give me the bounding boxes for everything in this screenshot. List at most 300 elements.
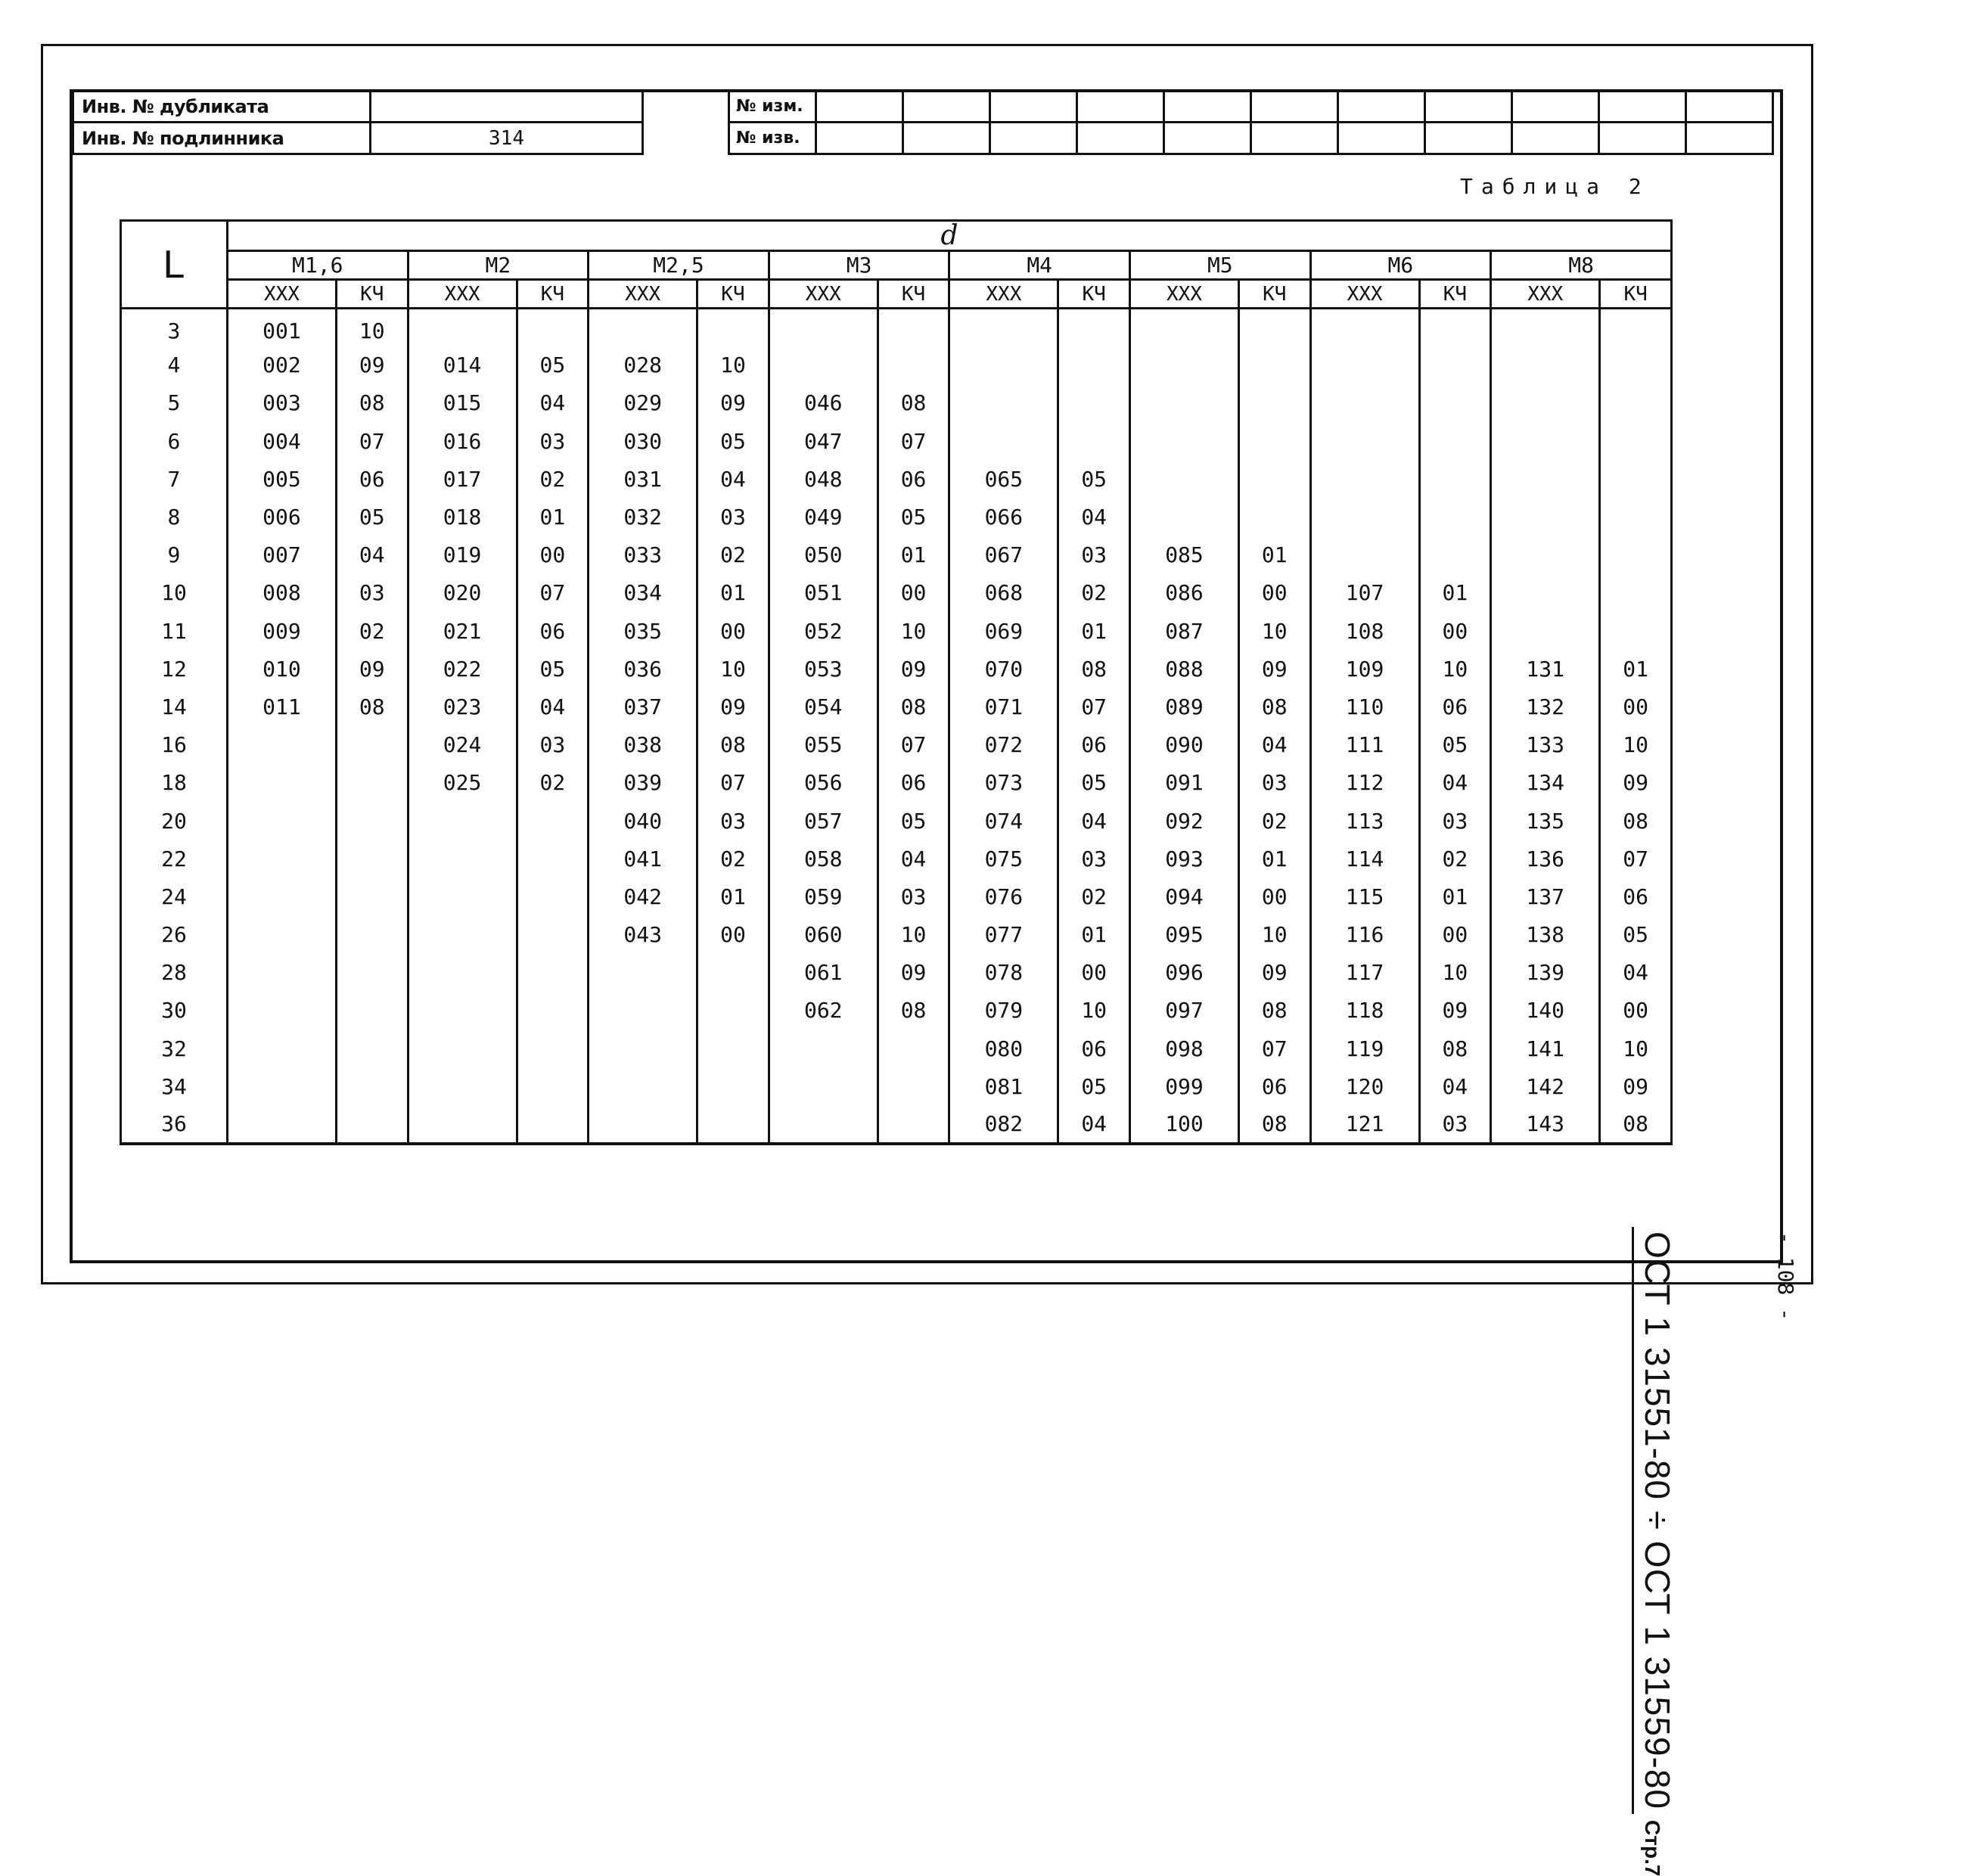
- kch-cell: [1419, 384, 1491, 422]
- code-cell: 110: [1310, 688, 1419, 725]
- notice-number-label: № изв.: [729, 123, 816, 154]
- code-cell: 119: [1310, 1030, 1419, 1067]
- code-cell: [1491, 498, 1600, 536]
- xxx-header: XXX: [1491, 280, 1600, 309]
- code-cell: 133: [1491, 726, 1600, 764]
- code-cell: 037: [589, 688, 697, 725]
- revision-stamp: [728, 89, 1774, 155]
- kch-cell: 05: [878, 802, 949, 840]
- kch-cell: 05: [1419, 726, 1491, 764]
- xxx-header: XXX: [1310, 280, 1419, 309]
- kch-cell: 08: [1600, 802, 1672, 840]
- revision-cell: [1251, 123, 1338, 154]
- revision-cell: [1338, 123, 1425, 154]
- code-cell: 051: [769, 574, 878, 612]
- code-cell: 131: [1491, 650, 1600, 688]
- code-cell: 011: [227, 688, 336, 725]
- code-cell: 097: [1130, 992, 1239, 1030]
- kch-cell: [1238, 422, 1310, 460]
- kch-cell: [1419, 498, 1491, 536]
- code-cell: 039: [589, 764, 697, 802]
- code-cell: [1310, 384, 1419, 422]
- length-cell: 12: [121, 650, 228, 688]
- kch-cell: [1600, 498, 1672, 536]
- code-cell: 099: [1130, 1067, 1239, 1105]
- kch-cell: [336, 802, 408, 840]
- length-cell: 8: [121, 498, 228, 536]
- table-row: [121, 650, 1672, 688]
- code-cell: [227, 840, 336, 877]
- code-cell: 046: [769, 384, 878, 422]
- code-cell: [1310, 498, 1419, 536]
- kch-cell: 09: [1238, 954, 1310, 992]
- code-cell: 065: [949, 460, 1058, 498]
- length-cell: 30: [121, 992, 228, 1030]
- table-row: [121, 992, 1672, 1030]
- code-cell: [1310, 309, 1419, 346]
- revision-cell: [1164, 123, 1251, 154]
- length-cell: 20: [121, 802, 228, 840]
- kch-cell: 03: [697, 498, 769, 536]
- kch-cell: 05: [1600, 916, 1672, 954]
- revision-cell: [903, 123, 990, 154]
- code-cell: [949, 422, 1058, 460]
- kch-cell: 09: [878, 650, 949, 688]
- kch-cell: 07: [878, 726, 949, 764]
- code-cell: 030: [589, 422, 697, 460]
- table-row: [121, 916, 1672, 954]
- code-cell: 134: [1491, 764, 1600, 802]
- kch-cell: [517, 954, 589, 992]
- kch-cell: 05: [1058, 764, 1130, 802]
- kch-header: КЧ: [878, 280, 949, 309]
- kch-cell: 04: [1058, 802, 1130, 840]
- revision-cell: [903, 91, 990, 123]
- code-cell: 077: [949, 916, 1058, 954]
- code-cell: 003: [227, 384, 336, 422]
- kch-cell: [1058, 384, 1130, 422]
- code-cell: 142: [1491, 1067, 1600, 1105]
- code-cell: [227, 992, 336, 1030]
- revision-cell: [816, 91, 903, 123]
- kch-cell: 10: [697, 650, 769, 688]
- code-cell: 088: [1130, 650, 1239, 688]
- code-cell: 019: [408, 536, 517, 574]
- code-cell: 059: [769, 877, 878, 915]
- revision-cell: [1686, 91, 1773, 123]
- kch-cell: [517, 1067, 589, 1105]
- kch-cell: [517, 877, 589, 915]
- code-cell: 054: [769, 688, 878, 725]
- kch-cell: 10: [1419, 954, 1491, 992]
- code-cell: [1130, 346, 1239, 384]
- code-cell: [1491, 612, 1600, 650]
- code-cell: 053: [769, 650, 878, 688]
- table-row: [121, 574, 1672, 612]
- code-cell: [589, 992, 697, 1030]
- table-body: [121, 309, 1672, 1144]
- kch-cell: [336, 916, 408, 954]
- code-cell: [408, 1067, 517, 1105]
- table-caption: Таблица 2: [1460, 174, 1650, 199]
- code-cell: 138: [1491, 916, 1600, 954]
- kch-cell: 06: [878, 460, 949, 498]
- kch-cell: 10: [1600, 726, 1672, 764]
- duplicate-inventory-value: [371, 91, 643, 123]
- kch-cell: 03: [878, 877, 949, 915]
- revision-cell: [1338, 91, 1425, 123]
- length-cell: 24: [121, 877, 228, 915]
- table-row: [121, 1030, 1672, 1067]
- kch-cell: 00: [1419, 612, 1491, 650]
- kch-cell: 04: [1419, 764, 1491, 802]
- kch-cell: 06: [878, 764, 949, 802]
- kch-cell: 07: [697, 764, 769, 802]
- kch-cell: 05: [878, 498, 949, 536]
- code-cell: [769, 1067, 878, 1105]
- kch-cell: [336, 992, 408, 1030]
- code-cell: [949, 309, 1058, 346]
- code-cell: [1310, 536, 1419, 574]
- kch-cell: 09: [1419, 992, 1491, 1030]
- code-cell: [589, 309, 697, 346]
- kch-cell: 03: [1058, 840, 1130, 877]
- kch-cell: 10: [1600, 1030, 1672, 1067]
- code-cell: [769, 1030, 878, 1067]
- revision-cell: [1164, 91, 1251, 123]
- code-cell: [949, 384, 1058, 422]
- kch-cell: 08: [878, 688, 949, 725]
- code-cell: 048: [769, 460, 878, 498]
- code-cell: 140: [1491, 992, 1600, 1030]
- length-cell: 9: [121, 536, 228, 574]
- code-cell: 056: [769, 764, 878, 802]
- code-cell: 141: [1491, 1030, 1600, 1067]
- kch-cell: 08: [1238, 688, 1310, 725]
- kch-cell: [1419, 346, 1491, 384]
- table-row: [121, 612, 1672, 650]
- kch-cell: 09: [697, 688, 769, 725]
- code-cell: 096: [1130, 954, 1239, 992]
- kch-cell: 06: [517, 612, 589, 650]
- code-cell: [408, 992, 517, 1030]
- code-cell: 005: [227, 460, 336, 498]
- kch-cell: 00: [1238, 574, 1310, 612]
- code-cell: 098: [1130, 1030, 1239, 1067]
- code-cell: 052: [769, 612, 878, 650]
- code-cell: 112: [1310, 764, 1419, 802]
- code-cell: [227, 1105, 336, 1143]
- kch-cell: 10: [1238, 612, 1310, 650]
- kch-cell: 08: [1238, 1105, 1310, 1143]
- code-cell: [1491, 384, 1600, 422]
- code-cell: [1491, 346, 1600, 384]
- kch-cell: 02: [517, 764, 589, 802]
- kch-cell: 08: [1058, 650, 1130, 688]
- code-cell: 116: [1310, 916, 1419, 954]
- xxx-header: XXX: [408, 280, 517, 309]
- code-cell: [1310, 460, 1419, 498]
- kch-cell: [1058, 309, 1130, 346]
- kch-cell: 02: [517, 460, 589, 498]
- kch-cell: 09: [1600, 1067, 1672, 1105]
- kch-cell: 05: [336, 498, 408, 536]
- kch-cell: 04: [1419, 1067, 1491, 1105]
- length-cell: 11: [121, 612, 228, 650]
- kch-cell: [336, 764, 408, 802]
- table-row: [121, 309, 1672, 346]
- code-cell: 139: [1491, 954, 1600, 992]
- kch-cell: 01: [1238, 840, 1310, 877]
- kch-header: КЧ: [697, 280, 769, 309]
- kch-cell: 10: [336, 309, 408, 346]
- revision-cell: [1251, 91, 1338, 123]
- kch-cell: [1238, 384, 1310, 422]
- kch-cell: 04: [1600, 954, 1672, 992]
- code-cell: 061: [769, 954, 878, 992]
- table-row: [121, 346, 1672, 384]
- kch-cell: [1600, 612, 1672, 650]
- kch-cell: 10: [1238, 916, 1310, 954]
- code-cell: 082: [949, 1105, 1058, 1143]
- revision-cell: [1425, 91, 1512, 123]
- code-cell: 143: [1491, 1105, 1600, 1143]
- code-cell: 024: [408, 726, 517, 764]
- kch-cell: [336, 726, 408, 764]
- kch-cell: 02: [336, 612, 408, 650]
- code-cell: [227, 1067, 336, 1105]
- code-cell: [1130, 460, 1239, 498]
- code-cell: 121: [1310, 1105, 1419, 1143]
- data-table: [120, 219, 1673, 1145]
- code-cell: [1130, 422, 1239, 460]
- code-cell: [1491, 422, 1600, 460]
- kch-cell: 06: [1058, 726, 1130, 764]
- kch-cell: 10: [878, 612, 949, 650]
- kch-cell: [1600, 574, 1672, 612]
- table-row: [121, 536, 1672, 574]
- kch-cell: [1600, 309, 1672, 346]
- code-cell: [227, 802, 336, 840]
- code-cell: [408, 802, 517, 840]
- sheet-number: - 108 -: [1773, 1232, 1798, 1322]
- code-cell: 029: [589, 384, 697, 422]
- code-cell: 076: [949, 877, 1058, 915]
- length-cell: 28: [121, 954, 228, 992]
- code-cell: 007: [227, 536, 336, 574]
- table-row: [121, 840, 1672, 877]
- kch-cell: [1600, 460, 1672, 498]
- code-cell: 072: [949, 726, 1058, 764]
- code-cell: 086: [1130, 574, 1239, 612]
- kch-header: КЧ: [1419, 280, 1491, 309]
- kch-cell: 01: [1058, 916, 1130, 954]
- table-row: [121, 726, 1672, 764]
- kch-cell: 09: [697, 384, 769, 422]
- code-cell: 047: [769, 422, 878, 460]
- length-cell: 22: [121, 840, 228, 877]
- kch-cell: 01: [1419, 574, 1491, 612]
- table-row: [121, 422, 1672, 460]
- code-cell: [408, 1105, 517, 1143]
- size-header: M2,5: [589, 251, 769, 280]
- kch-cell: [697, 954, 769, 992]
- kch-cell: 10: [1058, 992, 1130, 1030]
- code-cell: 070: [949, 650, 1058, 688]
- code-cell: 062: [769, 992, 878, 1030]
- kch-cell: 09: [336, 650, 408, 688]
- kch-cell: 08: [1419, 1030, 1491, 1067]
- code-cell: [408, 309, 517, 346]
- code-cell: 020: [408, 574, 517, 612]
- length-cell: 6: [121, 422, 228, 460]
- kch-cell: 07: [517, 574, 589, 612]
- code-cell: [227, 954, 336, 992]
- kch-cell: 02: [1419, 840, 1491, 877]
- kch-cell: 02: [1058, 574, 1130, 612]
- kch-cell: 08: [1600, 1105, 1672, 1143]
- kch-cell: 02: [697, 840, 769, 877]
- revision-cell: [1686, 123, 1773, 154]
- kch-cell: [517, 840, 589, 877]
- kch-cell: [697, 1067, 769, 1105]
- code-cell: 022: [408, 650, 517, 688]
- kch-cell: 05: [697, 422, 769, 460]
- size-header: M2: [408, 251, 589, 280]
- kch-cell: [1058, 346, 1130, 384]
- kch-cell: 00: [1238, 877, 1310, 915]
- kch-cell: [517, 802, 589, 840]
- kch-cell: [336, 840, 408, 877]
- kch-cell: 00: [517, 536, 589, 574]
- kch-cell: 00: [1058, 954, 1130, 992]
- code-cell: 090: [1130, 726, 1239, 764]
- code-cell: 025: [408, 764, 517, 802]
- code-cell: 004: [227, 422, 336, 460]
- code-cell: [949, 346, 1058, 384]
- code-cell: 002: [227, 346, 336, 384]
- kch-cell: 08: [1238, 992, 1310, 1030]
- kch-cell: 06: [1238, 1067, 1310, 1105]
- code-cell: 009: [227, 612, 336, 650]
- code-cell: [227, 764, 336, 802]
- kch-cell: 05: [1058, 1067, 1130, 1105]
- kch-cell: 07: [336, 422, 408, 460]
- kch-cell: 05: [517, 346, 589, 384]
- kch-cell: [1238, 498, 1310, 536]
- code-cell: 080: [949, 1030, 1058, 1067]
- code-cell: 028: [589, 346, 697, 384]
- kch-cell: 10: [878, 916, 949, 954]
- kch-cell: 00: [697, 916, 769, 954]
- kch-cell: 01: [1238, 536, 1310, 574]
- kch-cell: [697, 309, 769, 346]
- kch-cell: 07: [1238, 1030, 1310, 1067]
- code-cell: 040: [589, 802, 697, 840]
- code-cell: 113: [1310, 802, 1419, 840]
- kch-cell: 09: [336, 346, 408, 384]
- code-cell: 132: [1491, 688, 1600, 725]
- code-cell: 067: [949, 536, 1058, 574]
- length-cell: 5: [121, 384, 228, 422]
- length-cell: 26: [121, 916, 228, 954]
- code-cell: 085: [1130, 536, 1239, 574]
- revision-cell: [1599, 91, 1686, 123]
- code-cell: 135: [1491, 802, 1600, 840]
- length-cell: 7: [121, 460, 228, 498]
- code-cell: 006: [227, 498, 336, 536]
- kch-cell: 01: [1058, 612, 1130, 650]
- code-cell: [1310, 422, 1419, 460]
- kch-cell: 00: [697, 612, 769, 650]
- code-cell: 137: [1491, 877, 1600, 915]
- kch-cell: 03: [697, 802, 769, 840]
- inventory-stamp: [72, 89, 644, 155]
- code-cell: 043: [589, 916, 697, 954]
- kch-cell: 08: [697, 726, 769, 764]
- kch-cell: [1600, 536, 1672, 574]
- kch-cell: 05: [517, 650, 589, 688]
- page-label: Стр.7: [1641, 1820, 1664, 1876]
- length-cell: 3: [121, 309, 228, 346]
- size-header: M5: [1130, 251, 1311, 280]
- kch-cell: 03: [1238, 764, 1310, 802]
- kch-cell: [1419, 536, 1491, 574]
- kch-cell: 04: [878, 840, 949, 877]
- kch-header: КЧ: [1058, 280, 1130, 309]
- code-cell: 091: [1130, 764, 1239, 802]
- code-cell: 078: [949, 954, 1058, 992]
- kch-cell: [878, 1030, 949, 1067]
- length-cell: 14: [121, 688, 228, 725]
- code-cell: 071: [949, 688, 1058, 725]
- code-cell: 014: [408, 346, 517, 384]
- kch-cell: [1600, 346, 1672, 384]
- kch-cell: [517, 916, 589, 954]
- xxx-header: XXX: [949, 280, 1058, 309]
- code-cell: 058: [769, 840, 878, 877]
- xxx-header: XXX: [589, 280, 697, 309]
- kch-cell: 02: [697, 536, 769, 574]
- code-cell: 041: [589, 840, 697, 877]
- code-cell: 016: [408, 422, 517, 460]
- revision-cell: [1077, 91, 1164, 123]
- revision-cell: [990, 123, 1077, 154]
- code-cell: 107: [1310, 574, 1419, 612]
- code-cell: [769, 309, 878, 346]
- size-header: M3: [769, 251, 949, 280]
- kch-cell: 03: [336, 574, 408, 612]
- kch-cell: 04: [336, 536, 408, 574]
- kch-cell: 10: [1419, 650, 1491, 688]
- code-cell: 115: [1310, 877, 1419, 915]
- kch-cell: [336, 1067, 408, 1105]
- code-cell: [769, 1105, 878, 1143]
- revision-cell: [1512, 123, 1599, 154]
- length-header: L: [121, 221, 228, 309]
- kch-cell: 03: [1419, 802, 1491, 840]
- xxx-header: XXX: [1130, 280, 1239, 309]
- kch-cell: [336, 954, 408, 992]
- kch-cell: 04: [1058, 498, 1130, 536]
- kch-cell: 06: [1600, 877, 1672, 915]
- code-cell: 008: [227, 574, 336, 612]
- table-row: [121, 764, 1672, 802]
- table-row: [121, 1067, 1672, 1105]
- code-cell: 031: [589, 460, 697, 498]
- table-row: [121, 1105, 1672, 1143]
- kch-cell: 01: [697, 574, 769, 612]
